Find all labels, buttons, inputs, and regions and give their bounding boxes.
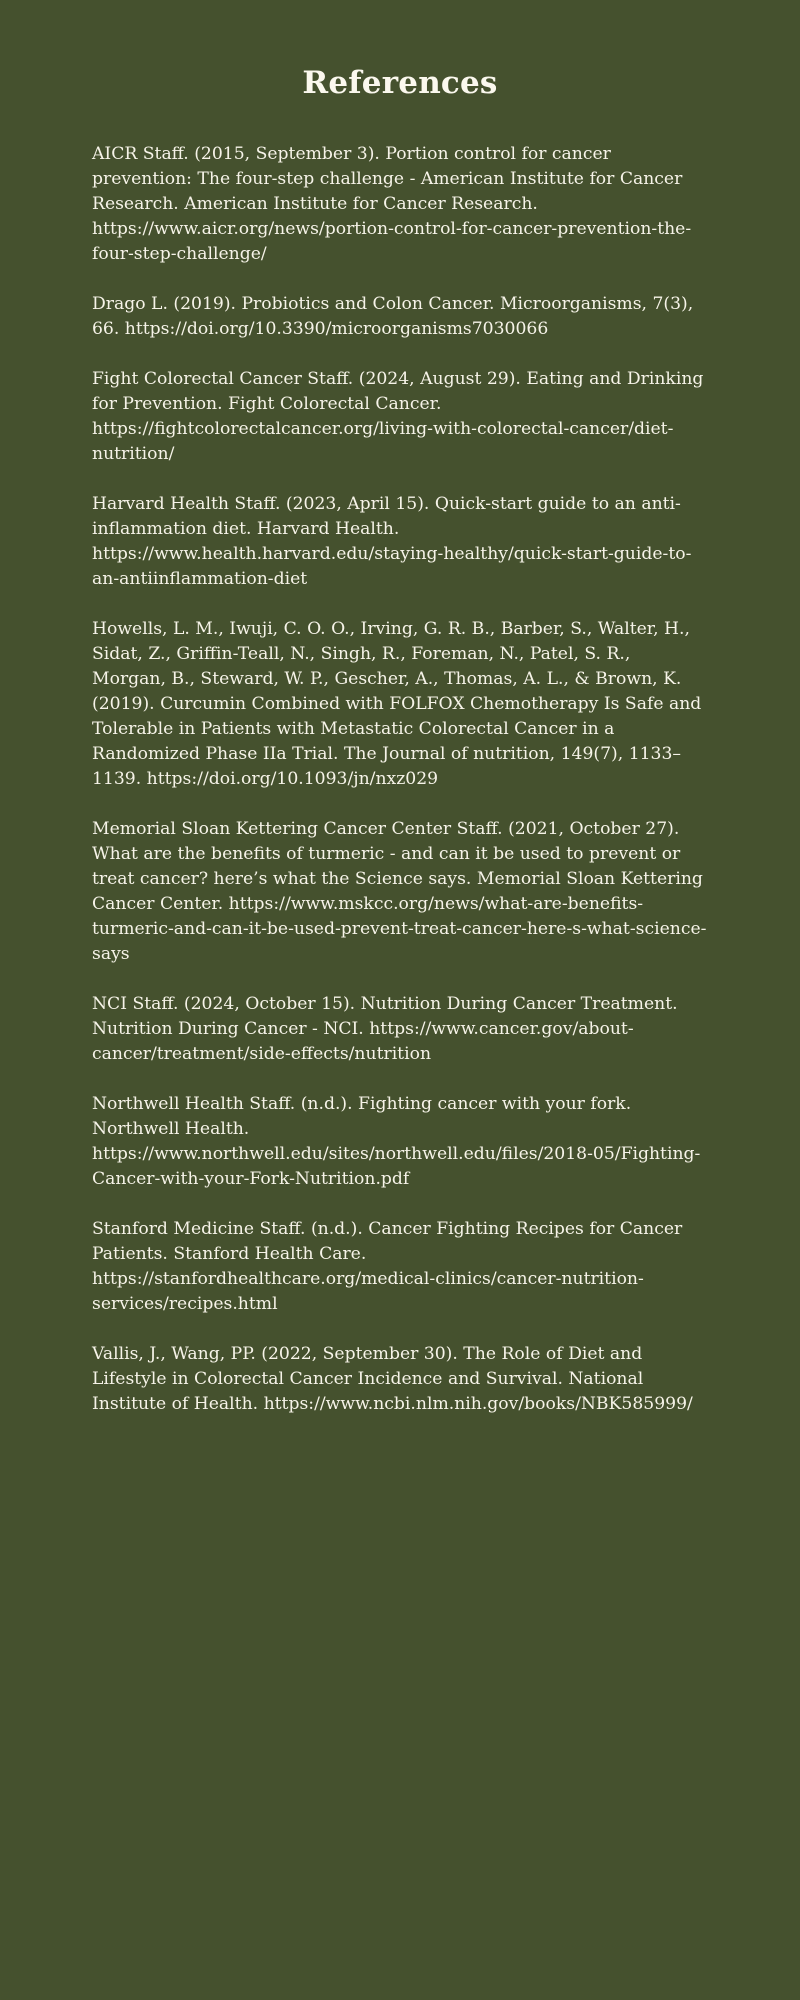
reference-item: NCI Staff. (2024, October 15). Nutrition During Cancer Treatment. Nutrition During Cancer - NCI. https://www.cancer.gov/about-cancer/treatment/side-effects/nutrition bbox=[92, 994, 678, 1064]
reference-item: Northwell Health Staff. (n.d.). Fighting cancer with your fork. Northwell Health. https://www.northwell.edu/sites/northwell.edu/files/2018-05/Fighting-Cancer-with-your-Fork-Nutrition.pdf bbox=[92, 1094, 701, 1189]
page-title: References bbox=[302, 65, 498, 101]
reference-item: Vallis, J., Wang, PP. (2022, September 30). The Role of Diet and Lifestyle in Colorectal Cancer Incidence and Survival. National Institute of Health. https://www.ncbi.nlm.nih.gov/books/NBK585999/ bbox=[92, 1344, 693, 1414]
reference-item: AICR Staff. (2015, September 3). Portion control for cancer prevention: The four-step challenge - American Institute for Cancer Research. American Institute for Cancer Research. https://www.aicr.org/news/portion-control-for-cancer-prevention-the-four-step-challenge/ bbox=[92, 144, 692, 264]
reference-item: Stanford Medicine Staff. (n.d.). Cancer Fighting Recipes for Cancer Patients. Stanford Health Care. https://stanfordhealthcare.org/medical-clinics/cancer-nutrition-services/recipes.html bbox=[92, 1219, 683, 1314]
reference-item: Fight Colorectal Cancer Staff. (2024, August 29). Eating and Drinking for Prevention. Fight Colorectal Cancer. https://fightcolorectalcancer.org/living-with-colorectal-cancer/diet-nutrition/ bbox=[92, 369, 704, 464]
reference-item: Drago L. (2019). Probiotics and Colon Cancer. Microorganisms, 7(3), 66. https://doi.org/10.3390/microorganisms7030066 bbox=[92, 294, 694, 339]
reference-item: Harvard Health Staff. (2023, April 15). Quick-start guide to an anti-inflammation diet. Harvard Health. https://www.health.harvard.edu/staying-healthy/quick-start-guide-to-an-antiinflammation-diet bbox=[92, 494, 692, 589]
reference-list bbox=[92, 142, 708, 1417]
reference-item: Howells, L. M., Iwuji, C. O. O., Irving, G. R. B., Barber, S., Walter, H., Sidat, Z., Griffin-Teall, N., Singh, R., Foreman, N., Patel, S. R., Morgan, B., Steward, W. P., Gescher, A., Thomas, A. L., & Brown, K. (2019). Curcumin Combined with FOLFOX Chemotherapy Is Safe and Tolerable in Patients with Metastatic Colorectal Cancer in a Randomized Phase IIa Trial. The Journal of nutrition, 149(7), 1133–1139. https://doi.org/10.1093/jn/nxz029 bbox=[92, 619, 702, 789]
reference-item: Memorial Sloan Kettering Cancer Center Staff. (2021, October 27). What are the benefits of turmeric - and can it be used to prevent or treat cancer? here’s what the Science says. Memorial Sloan Kettering Cancer Center. https://www.mskcc.org/news/what-are-benefits-turmeric-and-can-it-be-used-prevent-treat-cancer-here-s-what-science-says bbox=[92, 819, 707, 964]
